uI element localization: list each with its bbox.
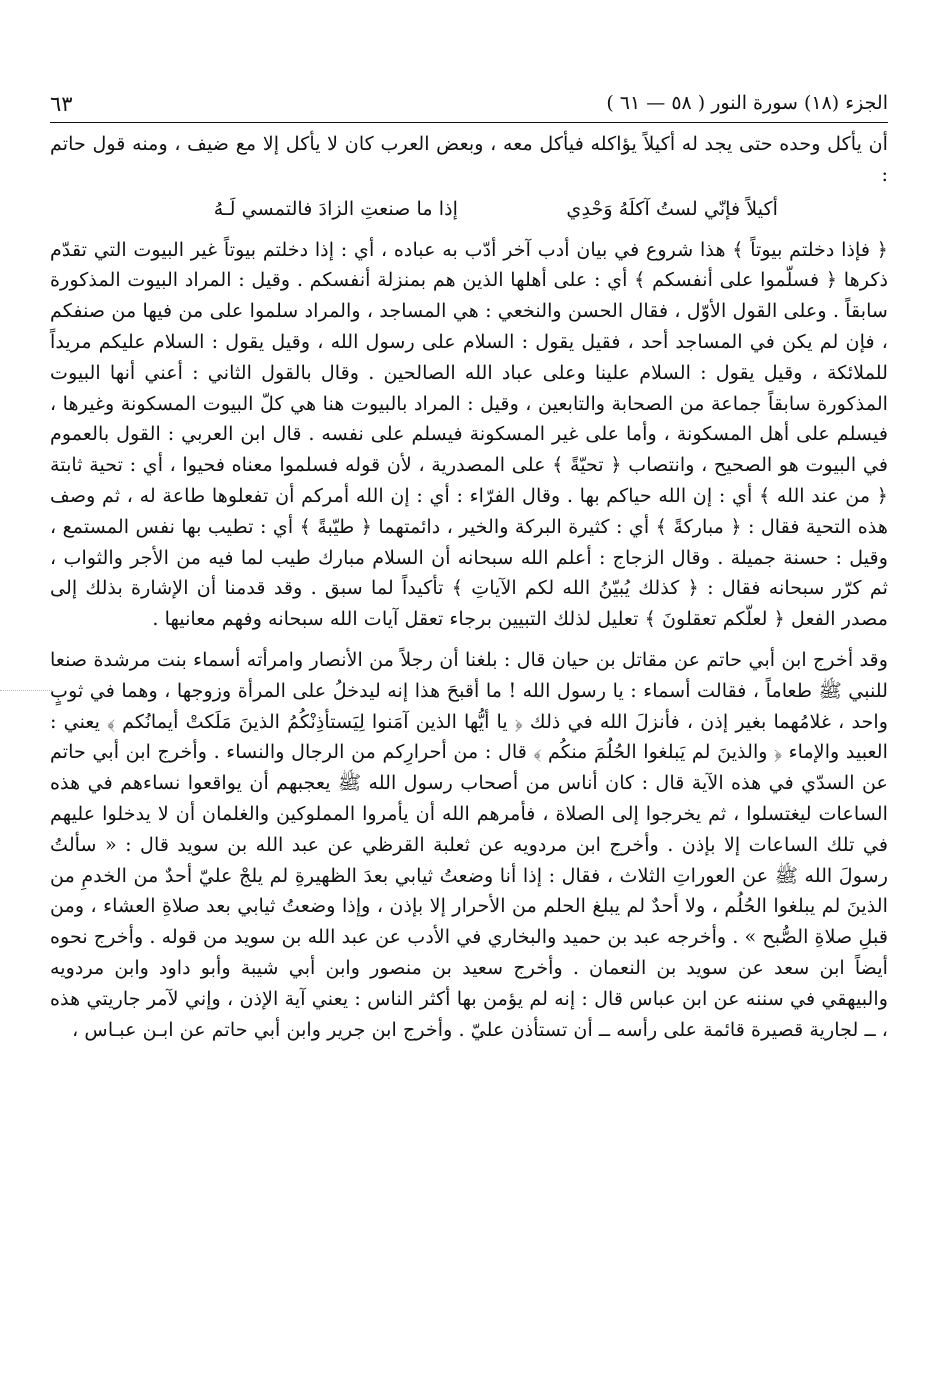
paragraph-intro: أن يأكل وحده حتى يجد له أكيلاً يؤاكله فيأكل معه ، وبعض العرب كان لا يأكل إلا مع ضيف ، ومنه قول حاتم :: [50, 132, 888, 186]
running-title: الجزء (١٨) سورة النور ( ٥٨ — ٦١ ): [606, 92, 888, 114]
poetry-verse: [50, 197, 888, 231]
verse-second-hemistich: أكيلاً فإنّي لستُ آكلَهُ وَحْدِي: [566, 196, 778, 220]
paragraph-tafsir: ﴿ فإذا دخلتم بيوتاً ﴾ هذا شروع في بيان أدب آخر أدّب به عباده ، أي : إذا دخلتم بيوتاً غير البيوت التي تقدّم ذكرها ﴿ فسلّموا على أنفسكم ﴾ أي : على أهلها الذين هم بمنزلة أنفسكم . وقيل : المراد البيوت المذكورة سابقاً . وعلى القول الأوّل ، فقال الحسن والنخعي : هي المساجد ، والمراد سلموا على من فيها من صنفكم ، فإن لم يكن في المساجد أحد ، فقيل يقول : السلام على رسول الله ، وقيل يقول : السلام عليكم مريداً للملائكة ، وقيل يقول : السلام علينا وعلى عباد الله الصالحين . وقال بالقول الثاني : أعني أنها البيوت المذكورة سابقاً جماعة من الصحابة والتابعين ، وقيل : المراد بالبيوت هنا هي كلّ البيوت المسكونة وغيرها ، فيسلم على أهل المسكونة ، وأما على غير المسكونة فيسلم على نفسه . قال ابن العربي : القول بالعموم في البيوت هو الصحيح ، وانتصاب ﴿ تحيّةً ﴾ على المصدرية ، لأن قوله فسلموا معناه فحيوا ، أي : تحية ثابتة ﴿ من عند الله ﴾ أي : إن الله حياكم بها . وقال الفرّاء : أي : إن الله أمركم أن تفعلوها طاعة له ، ثم وصف هذه التحية فقال : ﴿ مباركةً ﴾ أي : كثيرة البركة والخير ، دائمتهما ﴿ طيّبةً ﴾ أي : تطيب بها نفس المستمع ، وقيل : حسنة جميلة . وقال الزجاج : أعلم الله سبحانه أن السلام مبارك طيب لما فيه من الأجر والثواب ، ثم كرّر سبحانه فقال : ﴿ كذلك يُبيّنُ الله لكم الآياتِ ﴾ تأكيداً لما سبق . وقد قدمنا أن الإشارة بذلك إلى مصدر الفعل ﴿ لعلّكم تعقلونَ ﴾ تعليل لذلك التبيين برجاء تعقل آيات الله سبحانه وفهم معانيها .: [50, 237, 888, 631]
book-page: [50, 90, 888, 1045]
page-header: [50, 90, 888, 123]
paragraph-narrations: وقد أخرج ابن أبي حاتم عن مقاتل بن حيان قال : بلغنا أن رجلاً من الأنصار وامرأته أسماء بنت مرشدة صنعا للنبي ﷺ طعاماً ، فقالت أسماء : يا رسول الله ! ما أقبحَ هذا إنه ليدخلُ على المرأة وزوجها ، وهما في ثوبٍ واحد ، غلامُهما بغير إذن ، فأنزلَ الله في ذلك ﴿ يا أيُّها الذين آمَنوا لِيَستأذِنْكُمُ الذينَ مَلَكتْ أيمانُكم ﴾ يعني : العبيد والإماء ﴿ والذينَ لم يَبلغوا الحُلُمَ منكُم ﴾ قال : من أحرارِكم من الرجال والنساء . وأخرج ابن أبي حاتم عن السدّي في هذه الآية قال : كان أناس من أصحاب رسول الله ﷺ يعجبهم أن يواقعوا نساءهم في هذه الساعات ليغتسلوا ، ثم يخرجوا إلى الصلاة ، فأمرهم الله أن يأمروا المملوكين والغلمان أن لا يدخلوا عليهم في تلك الساعات إلا بإذن . وأخرج ابن مردويه عن ثعلبة القرظي عن عبد الله بن سويد قال : « سألتُ رسولَ الله ﷺ عن العوراتِ الثلاث ، فقال : إذا أنا وضعتُ ثيابي بعدَ الظهيرةِ لم يلجْ عليّ أحدٌ من الخدمِ من الذينَ لم يبلغوا الحُلُم ، ولا أحدٌ لم يبلغ الحلم من الأحرار إلا بإذن ، وإذا وضعتُ ثيابي بعد صلاةِ العشاء ، ومن قبلِ صلاةِ الصُّبح » . وأخرجه عبد بن حميد والبخاري في الأدب عن عبد الله بن سويد من قوله . وأخرج نحوه أيضاً ابن سعد عن سويد بن النعمان . وأخرج سعيد بن منصور وابن أبي شيبة وأبو داود وابن مردويه والبيهقي في سننه عن ابن عباس قال : إنه لم يؤمن بها أكثر الناس : يعني آية الإذن ، وإني لآمر جاريتي هذه ، ــ لجارية قصيرة قائمة على رأسه ــ أن تستأذن عليّ . وأخرج ابن جرير وابن أبي حاتم عن ابـن عبـاس ،: [50, 647, 888, 1041]
verse-first-hemistich: إذا ما صنعتِ الزادَ فالتمسي لَـهُ: [213, 196, 458, 220]
page-number: ٦٣: [50, 92, 73, 116]
margin-dots: [0, 690, 52, 693]
paragraph-gap: [50, 635, 888, 645]
